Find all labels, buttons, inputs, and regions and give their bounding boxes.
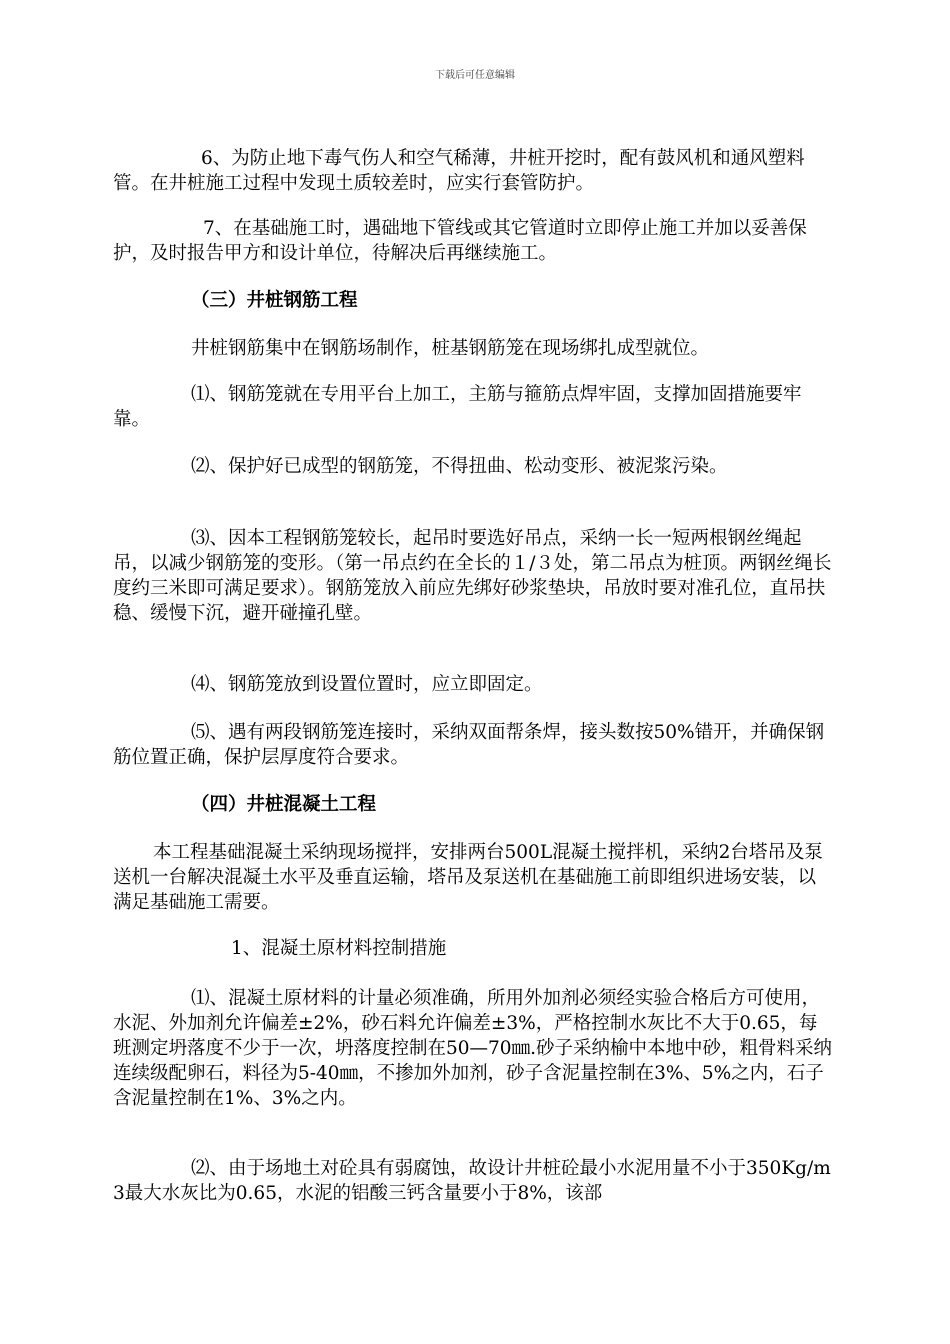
paragraph-steel-5: ⑸、遇有两段钢筋笼连接时，采纳双面帮条焊，接头数按50%错开，并确保钢筋位置正确，保护层厚度符合要求。 [113,722,825,768]
section-heading-steel: （三）井桩钢筋工程 [191,290,358,311]
paragraph-material-1: ⑴、混凝土原材料的计量必须准确，所用外加剂必须经实验合格后方可使用，水泥、外加剂允许偏差±2%，砂石料允许偏差±3%，严格控制水灰比不大于0.65，每班测定坍落度不少于一次，坍落度控制在50—70㎜.砂子采纳榆中本地中砂，粗骨料采纳连续级配卵石，料径为5-40㎜，不掺加外加剂，砂子含泥量控制在3%、5%之内，石子含泥量控制在1%、3%之内。 [113,988,832,1109]
paragraph-steel-intro: 井桩钢筋集中在钢筋场制作，桩基钢筋笼在现场绑扎成型就位。 [191,338,710,359]
paragraph-material-2: ⑵、由于场地土对砼具有弱腐蚀，故设计井桩砼最小水泥用量不小于350Kg/m3最大水灰比为0.65，水泥的铝酸三钙含量要小于8%，该部 [113,1158,831,1204]
paragraph-steel-1: ⑴、钢筋笼就在专用平台上加工，主筋与箍筋点焊牢固，支撑加固措施要牢靠。 [113,384,802,430]
section-heading-concrete: （四）井桩混凝土工程 [191,794,377,815]
subheading-material-control: 1、混凝土原材料控制措施 [231,938,447,959]
paragraph-item-7: 7、在基础施工时，遇础地下管线或其它管道时立即停止施工并加以妥善保护，及时报告甲方和设计单位，待解决后再继续施工。 [113,218,807,264]
header-note: 下载后可任意编辑 [435,70,515,81]
paragraph-item-6: 6、为防止地下毒气伤人和空气稀薄，井桩开挖时，配有鼓风机和通风塑料管。在井桩施工过程中发现土质较差时，应实行套管防护。 [113,148,805,194]
paragraph-steel-3: ⑶、因本工程钢筋笼较长，起吊时要选好吊点，采纳一长一短两根钢丝绳起吊，以减少钢筋笼的变形。（第一吊点约在全长的１/３处，第二吊点为桩顶。两钢丝绳长度约三米即可满足要求）。钢筋笼放入前应先绑好砂浆垫块，吊放时要对准孔位，直吊扶稳、缓慢下沉，避开碰撞孔壁。 [113,528,832,624]
paragraph-steel-4: ⑷、钢筋笼放到设置位置时，应立即固定。 [191,674,543,695]
paragraph-concrete-intro: 本工程基础混凝土采纳现场搅拌，安排两台500L混凝土搅拌机，采纳2台塔吊及泵送机一台解决混凝土水平及垂直运输，塔吊及泵送机在基础施工前即组织进场安装，以满足基础施工需要。 [113,842,823,913]
paragraph-steel-2: ⑵、保护好已成型的钢筋笼，不得扭曲、松动变形、被泥浆污染。 [191,456,728,477]
